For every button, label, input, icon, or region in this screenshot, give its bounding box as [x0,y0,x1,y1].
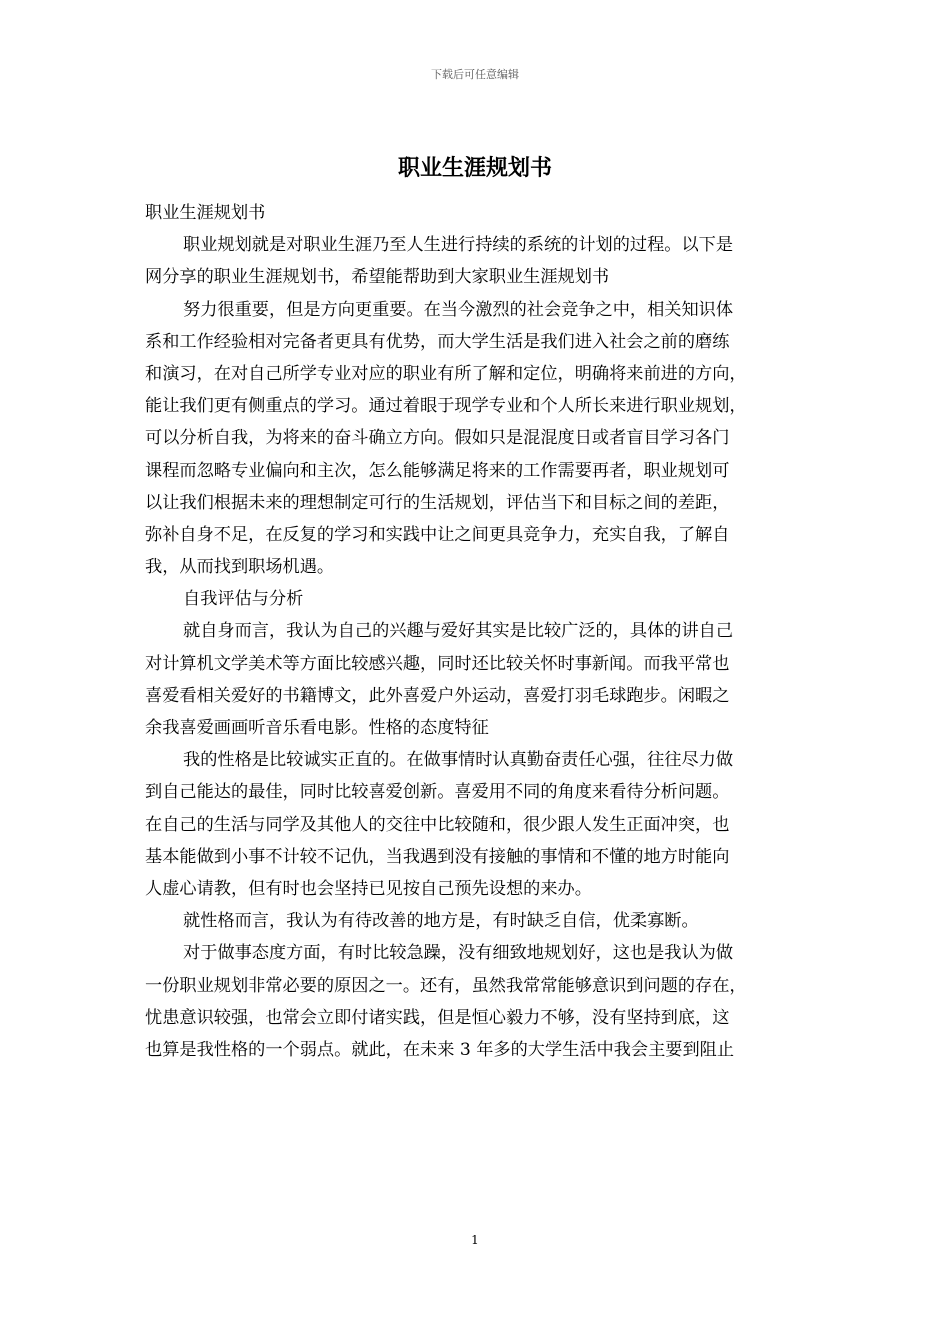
text-line: 努力很重要，但是方向更重要。在当今激烈的社会竞争之中，相关知识体 [183,299,734,320]
text-line: 和演习，在对自己所学专业对应的职业有所了解和定位，明确将来前进的方向， [145,363,747,384]
text-line: 到自己能达的最佳，同时比较喜爱创新。喜爱用不同的角度来看待分析问题。 [145,782,730,803]
text-line: 我的性格是比较诚实正直的。在做事情时认真勤奋责任心强，往往尽力做 [183,750,734,771]
text-line: 人虚心请教，但有时也会坚持已见按自己预先设想的来办。 [145,878,592,899]
text-line: 就性格而言，我认为有待改善的地方是，有时缺乏自信，优柔寡断。 [183,911,699,932]
page-header: 下载后可任意编辑 [431,68,519,81]
text-line: 弥补自身不足，在反复的学习和实践中让之间更具竞争力，充实自我，了解自 [145,524,730,545]
text-line: 课程而忽略专业偏向和主次，怎么能够满足将来的工作需要再者，职业规划可 [145,460,730,481]
text-line: 一份职业规划非常必要的原因之一。还有，虽然我常常能够意识到问题的存在， [145,975,747,996]
text-line: 职业生涯规划书 [145,203,266,223]
text-line: 自我评估与分析 [183,589,304,610]
text-line: 喜爱看相关爱好的书籍博文，此外喜爱户外运动，喜爱打羽毛球跑步。闲暇之 [145,685,730,706]
text-line: 我，从而找到职场机遇。 [145,557,335,578]
text-line: 基本能做到小事不计较不记仇，当我遇到没有接触的事情和不懂的地方时能向 [145,846,730,867]
text-line: 忧患意识较强，也常会立即付诸实践，但是恒心毅力不够，没有坚持到底，这 [145,1007,730,1028]
text-line: 也算是我性格的一个弱点。就此，在未来 3 年多的大学生活中我会主要到阻止 [145,1039,735,1060]
text-line: 对于做事态度方面，有时比较急躁，没有细致地规划好，这也是我认为做 [183,943,734,964]
text-line: 余我喜爱画画听音乐看电影。性格的态度特征 [145,718,489,738]
page-number: 1 [471,1233,479,1247]
text-line: 就自身而言，我认为自己的兴趣与爱好其实是比较广泛的，具体的讲自己 [183,621,734,642]
document-body [145,197,805,1066]
text-line: 以让我们根据未来的理想制定可行的生活规划，评估当下和目标之间的差距， [145,492,730,513]
text-line: 在自己的生活与同学及其他人的交往中比较随和，很少跟人发生正面冲突，也 [145,814,730,835]
text-line: 能让我们更有侧重点的学习。通过着眼于现学专业和个人所长来进行职业规划， [145,396,747,417]
text-line: 对计算机文学美术等方面比较感兴趣，同时还比较关怀时事新闻。而我平常也 [145,653,730,674]
text-line: 职业规划就是对职业生涯乃至人生进行持续的系统的计划的过程。以下是 [183,235,734,256]
document-title: 职业生涯规划书 [397,156,552,181]
text-line: 系和工作经验相对完备者更具有优势，而大学生活是我们进入社会之前的磨练 [145,331,730,352]
text-line: 可以分析自我，为将来的奋斗确立方向。假如只是混混度日或者盲目学习各门 [145,428,730,449]
text-line: 网分享的职业生涯规划书，希望能帮助到大家职业生涯规划书 [145,267,610,288]
